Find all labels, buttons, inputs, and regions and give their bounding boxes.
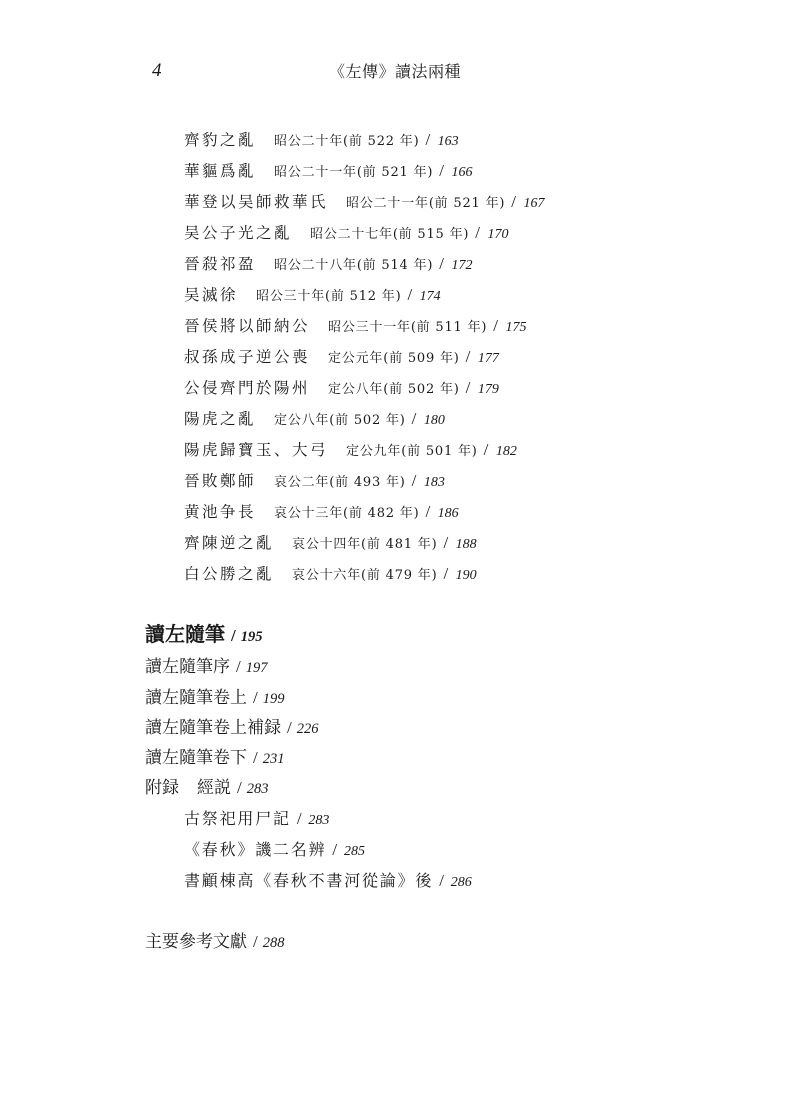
toc-entry[interactable] <box>184 376 499 400</box>
entry-title: 讀左隨筆卷上 <box>145 688 247 708</box>
separator: / <box>237 778 242 797</box>
separator: / <box>411 471 419 490</box>
entry-title: 齊豹之亂 <box>184 131 257 149</box>
page-ref: 288 <box>262 935 285 951</box>
entry-title: 吴滅徐 <box>184 286 239 304</box>
entry-title: 叔孫成子逆公喪 <box>184 348 311 366</box>
entry-date: 哀公十六年(前 479 年) <box>292 568 438 583</box>
entry-title: 書顧棟高《春秋不書河從論》後 <box>184 871 434 890</box>
page-ref: 190 <box>455 568 477 583</box>
page-ref: 199 <box>262 691 285 707</box>
entry-title: 黄池争長 <box>184 503 257 521</box>
separator: / <box>483 440 491 459</box>
entry-date: 昭公二十七年(前 515 年) <box>310 227 470 242</box>
page-ref: 170 <box>487 227 509 242</box>
toc-entry[interactable] <box>184 159 472 183</box>
entry-date: 定公八年(前 502 年) <box>328 382 460 397</box>
entry-date: 昭公三十年(前 512 年) <box>256 289 402 304</box>
running-title: 《左傳》讀法兩種 <box>328 62 461 81</box>
toc-entry[interactable] <box>184 438 517 462</box>
page-ref: 183 <box>423 475 445 490</box>
entry-date: 哀公十四年(前 481 年) <box>292 537 438 552</box>
page-ref: 172 <box>451 258 473 273</box>
entry-title: 陽虎歸寶玉、大弓 <box>184 441 329 459</box>
separator: / <box>493 316 501 335</box>
appendix-title: 經説 <box>197 778 231 798</box>
separator: / <box>439 871 446 890</box>
entry-title: 晉侯將以師納公 <box>184 317 311 335</box>
entry-title: 晉敗鄭師 <box>184 472 257 490</box>
separator: / <box>287 718 292 737</box>
separator: / <box>511 192 519 211</box>
toc-entry[interactable] <box>184 345 499 369</box>
separator: / <box>443 533 451 552</box>
section-heading[interactable] <box>145 621 262 647</box>
separator: / <box>253 688 258 707</box>
separator: / <box>439 161 447 180</box>
separator: / <box>332 840 339 859</box>
separator: / <box>253 748 258 767</box>
entry-title: 讀左隨筆卷上補録 <box>145 718 281 738</box>
separator: / <box>411 409 419 428</box>
appendix-label: 附録 <box>145 778 179 798</box>
toc-entry[interactable] <box>184 314 526 338</box>
separator: / <box>465 347 473 366</box>
page-ref: 283 <box>308 813 330 828</box>
toc-entry[interactable] <box>145 685 284 711</box>
entry-date: 昭公二十年(前 522 年) <box>274 134 420 149</box>
separator: / <box>296 809 304 828</box>
entry-title: 晉殺祁盈 <box>184 255 257 273</box>
page-ref: 195 <box>240 629 263 645</box>
page-ref: 166 <box>451 165 473 180</box>
entry-title: 華貙爲亂 <box>184 162 257 180</box>
appendix-heading[interactable] <box>145 775 268 801</box>
separator: / <box>231 626 236 645</box>
toc-entry[interactable] <box>184 128 459 152</box>
separator: / <box>425 130 433 149</box>
separator: / <box>465 378 473 397</box>
separator: / <box>407 285 415 304</box>
toc-entry[interactable] <box>145 654 267 680</box>
entry-title: 陽虎之亂 <box>184 410 257 428</box>
separator: / <box>443 564 451 583</box>
references-entry[interactable] <box>145 929 284 955</box>
entry-date: 定公元年(前 509 年) <box>328 351 460 366</box>
toc-entry[interactable] <box>184 531 477 555</box>
page-ref: 163 <box>437 134 459 149</box>
page-ref: 285 <box>343 844 365 859</box>
separator: / <box>439 254 447 273</box>
separator: / <box>253 932 258 951</box>
toc-entry[interactable] <box>184 500 459 524</box>
page-ref: 186 <box>437 506 459 521</box>
page-ref: 286 <box>450 875 472 890</box>
entry-date: 昭公三十一年(前 511 年) <box>328 320 488 335</box>
entry-date: 昭公二十一年(前 521 年) <box>346 196 506 211</box>
toc-entry[interactable] <box>184 562 477 586</box>
page-ref: 197 <box>245 660 268 676</box>
page-ref: 226 <box>296 721 319 737</box>
toc-entry[interactable] <box>145 715 318 741</box>
entry-date: 定公八年(前 502 年) <box>274 413 406 428</box>
toc-entry[interactable] <box>184 868 472 894</box>
entry-title: 讀左隨筆序 <box>145 657 230 677</box>
page-ref: 180 <box>423 413 445 428</box>
page-ref: 283 <box>246 781 269 797</box>
entry-title: 吴公子光之亂 <box>184 224 293 242</box>
entry-title: 華登以吴師救華氏 <box>184 193 329 211</box>
toc-entry[interactable] <box>184 407 445 431</box>
toc-entry[interactable] <box>184 190 544 214</box>
separator: / <box>236 657 241 676</box>
toc-entry[interactable] <box>145 745 284 771</box>
page-number: 4 <box>152 60 162 81</box>
toc-entry[interactable] <box>184 837 365 863</box>
entry-date: 定公九年(前 501 年) <box>346 444 478 459</box>
page-ref: 167 <box>523 196 545 211</box>
entry-date: 昭公二十一年(前 521 年) <box>274 165 434 180</box>
entry-title: 公侵齊門於陽州 <box>184 379 311 397</box>
page-ref: 182 <box>495 444 517 459</box>
entry-title: 讀左隨筆卷下 <box>145 748 247 768</box>
entry-title: 古祭祀用尸記 <box>184 809 291 828</box>
separator: / <box>425 502 433 521</box>
separator: / <box>475 223 483 242</box>
page-ref: 179 <box>477 382 499 397</box>
entry-title: 白公勝之亂 <box>184 565 275 583</box>
page-ref: 188 <box>455 537 477 552</box>
entry-date: 昭公二十八年(前 514 年) <box>274 258 434 273</box>
entry-date: 哀公十三年(前 482 年) <box>274 506 420 521</box>
toc-entry[interactable] <box>184 806 329 832</box>
entry-title: 主要參考文獻 <box>145 932 247 952</box>
page-ref: 231 <box>262 751 285 767</box>
page-ref: 174 <box>419 289 441 304</box>
toc-entry[interactable] <box>184 283 441 307</box>
page-ref: 177 <box>477 351 499 366</box>
entry-date: 哀公二年(前 493 年) <box>274 475 406 490</box>
toc-entry[interactable] <box>184 469 445 493</box>
section-title: 讀左隨筆 <box>145 622 225 646</box>
entry-title: 齊陳逆之亂 <box>184 534 275 552</box>
toc-entry[interactable] <box>184 252 472 276</box>
toc-entry[interactable] <box>184 221 508 245</box>
entry-title: 《春秋》譏二名辨 <box>184 840 327 859</box>
page-ref: 175 <box>505 320 527 335</box>
